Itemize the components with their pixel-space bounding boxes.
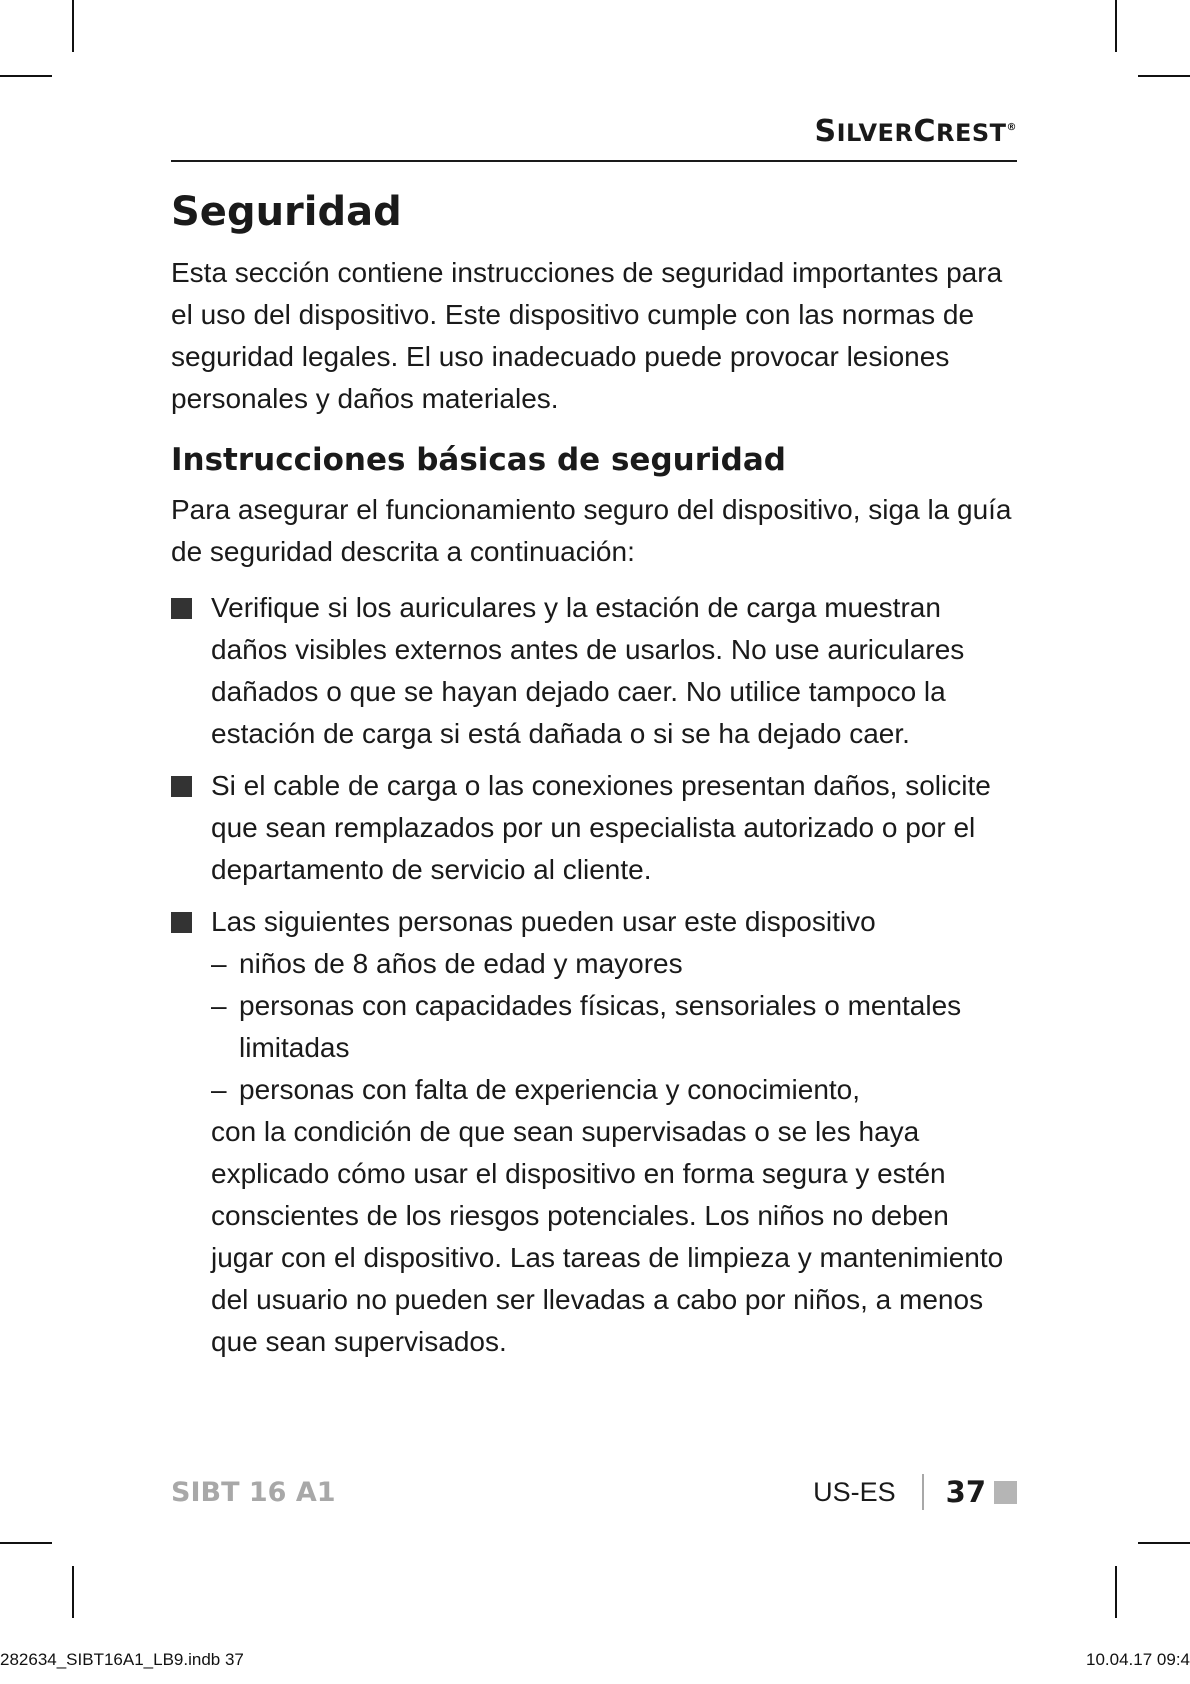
print-slug-date: 10.04.17 09:4 [1086, 1650, 1190, 1669]
crop-mark-bottom-left-vertical [72, 1566, 74, 1618]
subsection-lead: Para asegurar el funcionamiento seguro del dispositivo, siga la guía de seguridad descrita a continuación: [171, 494, 1012, 568]
section-intro: Esta sección contiene instrucciones de seguridad importantes para el uso del dispositivo. Este dispositivo cumple con las normas de seguridad legales. El uso inadecuado puede provocar lesiones personales y daños materiales. [171, 257, 1003, 414]
crop-mark-top-left-horizontal [0, 75, 52, 77]
bullet-square-icon [171, 598, 192, 619]
dash-marker: – [211, 990, 227, 1022]
footer-language: US-ES [813, 1476, 896, 1507]
list-item-text: Verifique si los auriculares y la estación de carga muestran daños visibles externos antes de usarlos. No use auriculares dañados o que se hayan dejado caer. No utilice tampoco la estación de carga si está dañada o si se ha dejado caer. [211, 592, 965, 750]
dash-item-text: personas con falta de experiencia y conocimiento, [239, 1074, 861, 1106]
footer-separator [922, 1474, 924, 1510]
dash-item [211, 985, 1017, 1069]
list-item-text: Las siguientes personas pueden usar este dispositivo [211, 906, 876, 938]
dash-item-text: personas con capacidades físicas, sensoriales o mentales limitadas [239, 990, 962, 1064]
crop-mark-top-right-horizontal [1138, 75, 1190, 77]
permitted-users-list [211, 943, 1017, 1111]
list-item [171, 587, 1017, 755]
page-content [171, 190, 1017, 1373]
page-number: 37 [945, 1475, 986, 1509]
print-slug-file: 282634_SIBT16A1_LB9.indb 37 [0, 1650, 244, 1669]
footer-model: SIBT 16 A1 [171, 1477, 336, 1508]
subsection-title: Instrucciones básicas de seguridad [171, 442, 786, 478]
brand-logo [814, 114, 1017, 149]
crop-mark-top-left-vertical [72, 0, 74, 52]
page-square-icon [994, 1481, 1017, 1504]
safety-list [171, 587, 1017, 1363]
crop-mark-bottom-right-horizontal [1138, 1542, 1190, 1544]
brand-rest-2: REST [935, 119, 1007, 147]
dash-item-text: niños de 8 años de edad y mayores [239, 948, 683, 980]
brand-initial-1: S [814, 114, 837, 149]
crop-mark-top-right-vertical [1115, 0, 1117, 52]
list-item-text: Si el cable de carga o las conexiones presentan daños, solicite que sean remplazados por un especialista autorizado o por el departamento de servicio al cliente. [211, 770, 991, 886]
footer-page-info [813, 1472, 1017, 1512]
list-item [171, 901, 1017, 1363]
crop-mark-bottom-right-vertical [1115, 1566, 1117, 1618]
dash-item [211, 943, 1017, 985]
brand-rest-1: ILVER [836, 119, 914, 147]
registered-mark: ® [1006, 122, 1017, 133]
dash-marker: – [211, 948, 227, 980]
header-rule [171, 160, 1017, 162]
dash-marker: – [211, 1074, 227, 1106]
section-title: Seguridad [171, 189, 402, 235]
brand-initial-2: C [913, 114, 936, 149]
bullet-square-icon [171, 912, 192, 933]
list-item [171, 765, 1017, 891]
dash-item [211, 1069, 1017, 1111]
crop-mark-bottom-left-horizontal [0, 1542, 52, 1544]
continuation-text: con la condición de que sean supervisadas o se les haya explicado cómo usar el dispositivo en forma segura y estén conscientes de los riesgos potenciales. Los niños no deben jugar con el dispositivo. Las tareas de limpieza y mantenimiento del usuario no pueden ser llevadas a cabo por niños, a menos que sean supervisados. [211, 1116, 1004, 1358]
bullet-square-icon [171, 776, 192, 797]
